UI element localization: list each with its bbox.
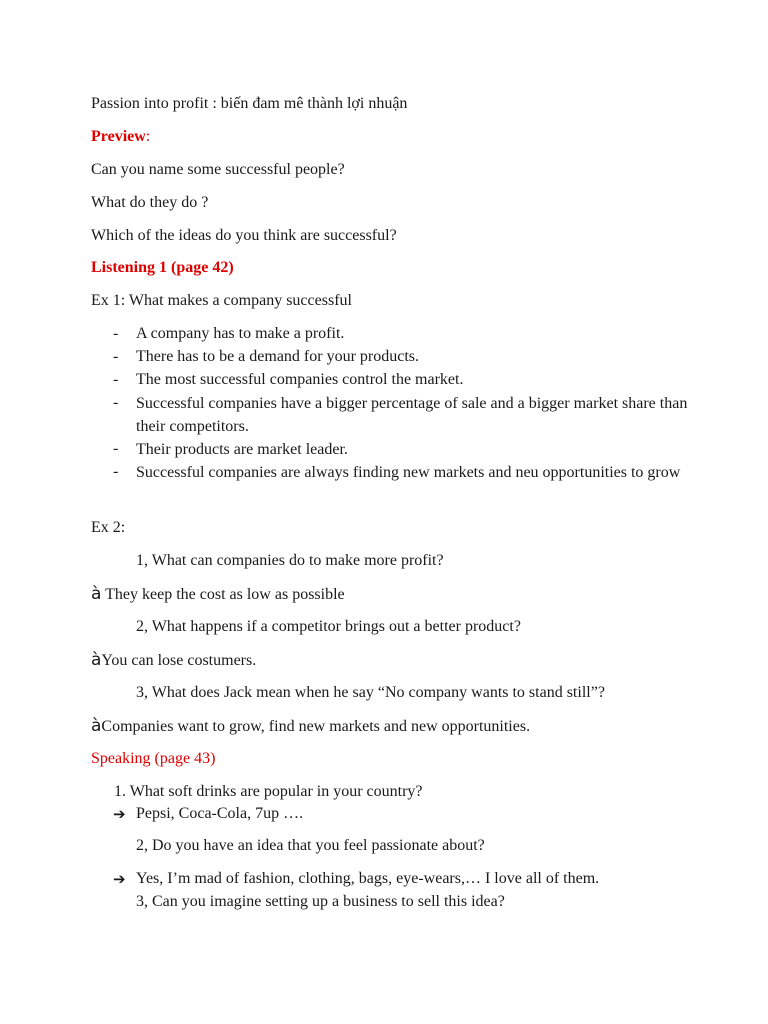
speaking-answer-1: Pepsi, Coca-Cola, 7up …. <box>136 805 304 822</box>
list-item: Successful companies have a bigger percentage of sale and a bigger market share than their competitors. <box>136 395 688 435</box>
preview-colon: : <box>145 128 151 145</box>
answer-arrow-icon: à <box>91 584 102 604</box>
answer-text: They keep the cost as low as possible <box>101 586 345 603</box>
preview-question-2: What do they do ? <box>91 194 209 211</box>
bullet-marker: - <box>113 325 119 342</box>
list-item: A company has to make a profit. <box>136 325 345 342</box>
bullet-marker: - <box>113 463 119 480</box>
list-item: The most successful companies control the market. <box>136 371 464 388</box>
preview-heading <box>91 127 150 147</box>
answer-arrow-icon: à <box>91 716 102 736</box>
preview-label: Preview <box>91 128 146 145</box>
speaking-answer-2: Yes, I’m mad of fashion, clothing, bags, eye-wears,… I love all of them. <box>136 870 600 887</box>
preview-question-3: Which of the ideas do you think are successful? <box>91 227 397 244</box>
arrow-right-icon: ➔ <box>113 805 126 823</box>
ex2-answer-3 <box>91 716 530 737</box>
bullet-marker: - <box>113 440 119 457</box>
list-item: There has to be a demand for your products. <box>136 348 420 365</box>
bullet-marker: - <box>113 371 119 388</box>
ex2-question-3: 3, What does Jack mean when he say “No company wants to stand still”? <box>136 684 605 701</box>
preview-question-1: Can you name some successful people? <box>91 161 345 178</box>
list-item: Successful companies are always finding new markets and neu opportunities to grow <box>136 464 681 481</box>
ex1-title: Ex 1: What makes a company successful <box>91 292 352 309</box>
ex2-title: Ex 2: <box>91 519 126 536</box>
answer-text: You can lose costumers. <box>101 652 257 669</box>
ex2-question-1: 1, What can companies do to make more profit? <box>136 552 444 569</box>
arrow-right-icon: ➔ <box>113 870 126 888</box>
answer-arrow-icon: à <box>91 650 102 670</box>
ex2-question-2: 2, What happens if a competitor brings out a better product? <box>136 618 521 635</box>
list-item: Their products are market leader. <box>136 441 348 458</box>
answer-text: Companies want to grow, find new markets and new opportunities. <box>101 718 531 735</box>
speaking-question-2: 2, Do you have an idea that you feel passionate about? <box>136 837 485 854</box>
bullet-marker: - <box>113 348 119 365</box>
listening-heading: Listening 1 (page 42) <box>91 259 234 276</box>
speaking-heading: Speaking (page 43) <box>91 750 216 767</box>
ex2-answer-1 <box>91 584 345 605</box>
bullet-marker: - <box>113 394 119 411</box>
speaking-question-1: 1. What soft drinks are popular in your country? <box>114 783 423 800</box>
speaking-question-3: 3, Can you imagine setting up a business to sell this idea? <box>136 893 505 910</box>
ex2-answer-2 <box>91 650 256 671</box>
title-line: Passion into profit : biến đam mê thành lợi nhuận <box>91 95 408 112</box>
